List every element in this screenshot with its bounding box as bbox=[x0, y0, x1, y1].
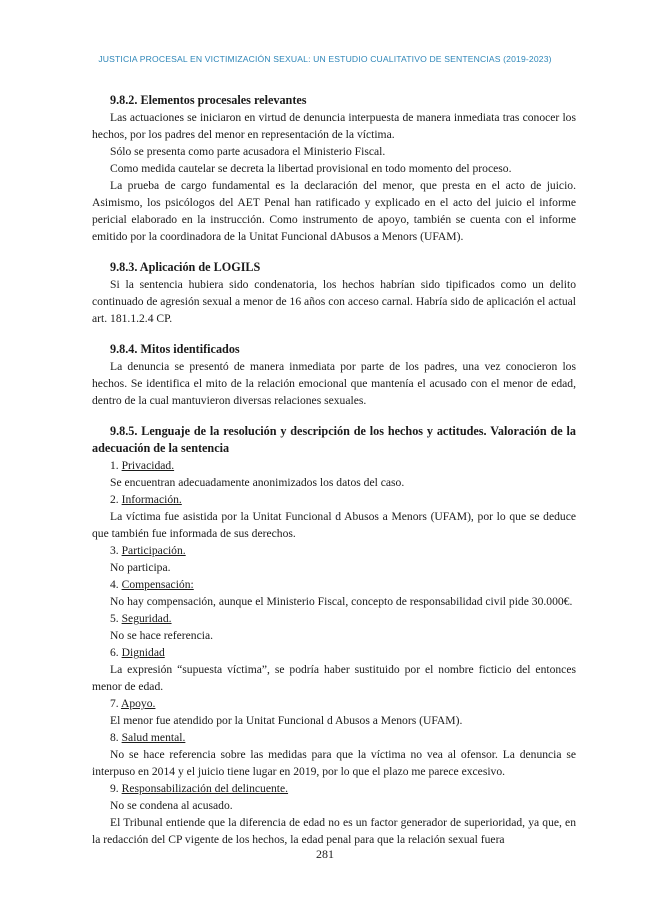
criterion-text: No participa. bbox=[110, 561, 171, 574]
criterion-label: Seguridad. bbox=[121, 612, 172, 625]
criterion-text: Se encuentran adecuadamente anonimizados los datos del caso. bbox=[110, 476, 405, 489]
criterion-title bbox=[92, 729, 576, 746]
criterion-text: La víctima fue asistida por la Unitat Funcional d Abusos a Menors (UFAM), por lo que se deduce que también fue informada de sus derechos. bbox=[92, 510, 576, 540]
criterion-number: 7. bbox=[110, 697, 119, 710]
criterion-label: Salud mental. bbox=[121, 731, 186, 744]
section-heading: 9.8.5. Lenguaje de la resolución y descripción de los hechos y actitudes. Valoración de la adecuación de la sentencia bbox=[92, 424, 576, 455]
running-header: JUSTICIA PROCESAL EN VICTIMIZACIÓN SEXUAL: UN ESTUDIO CUALITATIVO DE SENTENCIAS (2019-2023) bbox=[98, 54, 552, 64]
paragraph: Como medida cautelar se decreta la libertad provisional en todo momento del proceso. bbox=[110, 162, 512, 175]
criterion-number: 2. bbox=[110, 493, 119, 506]
section-9-8-4 bbox=[92, 341, 576, 409]
criterion-title bbox=[92, 780, 576, 797]
section-heading: 9.8.4. Mitos identificados bbox=[110, 342, 240, 356]
criterion-title bbox=[92, 610, 576, 627]
criterion-number: 3. bbox=[110, 544, 119, 557]
criterion-number: 8. bbox=[110, 731, 119, 744]
criterion-number: 9. bbox=[110, 782, 119, 795]
paragraph: La prueba de cargo fundamental es la declaración del menor, que presta en el acto de juicio. Asimismo, los psicólogos del AET Penal han ratificado y explicado en el acto del juicio el informe pericial elaborado en la instrucción. Como instrumento de apoyo, también se cuenta con el informe emitido por la coordinadora de la Unitat Funcional dAbusos a Menors (UFAM). bbox=[92, 179, 576, 243]
section-heading: 9.8.3. Aplicación de LOGILS bbox=[110, 260, 261, 274]
paragraph: Si la sentencia hubiera sido condenatoria, los hechos habrían sido tipificados como un delito continuado de agresión sexual a menor de 16 años con acceso carnal. Habría sido de aplicación el actual art. 181.1.2.4 CP. bbox=[92, 278, 576, 325]
page-number: 281 bbox=[316, 847, 334, 861]
criterion-number: 1. bbox=[110, 459, 119, 472]
criterion-title bbox=[92, 491, 576, 508]
criterion-text: No se condena al acusado. bbox=[110, 799, 233, 812]
criterion-title bbox=[92, 576, 576, 593]
page-body bbox=[92, 92, 576, 862]
criterion-label: Privacidad. bbox=[121, 459, 175, 472]
paragraph: El Tribunal entiende que la diferencia de edad no es un factor generador de superioridad, ya que, en la redacción del CP vigente de los hechos, la edad penal para que la relación sexual fuera bbox=[92, 816, 576, 846]
criterion-text: No se hace referencia sobre las medidas para que la víctima no vea al ofensor. La denuncia se interpuso en 2014 y el juicio tiene lugar en 2019, por lo que el plazo me parece excesivo. bbox=[92, 748, 576, 778]
criterion-text: El menor fue atendido por la Unitat Funcional d Abusos a Menors (UFAM). bbox=[110, 714, 463, 727]
section-9-8-3 bbox=[92, 259, 576, 327]
criterion-title bbox=[92, 695, 576, 712]
criterion-number: 4. bbox=[110, 578, 119, 591]
criterion-title bbox=[92, 644, 576, 661]
section-heading: 9.8.2. Elementos procesales relevantes bbox=[110, 93, 307, 107]
criterion-label: Responsabilización del delincuente. bbox=[121, 782, 289, 795]
criterion-label: Información. bbox=[121, 493, 182, 506]
criterion-text: No hay compensación, aunque el Ministerio Fiscal, concepto de responsabilidad civil pide 30.000€. bbox=[110, 595, 573, 608]
criterion-number: 5. bbox=[110, 612, 119, 625]
criterion-title bbox=[92, 457, 576, 474]
paragraph: La denuncia se presentó de manera inmediata por parte de los padres, una vez conocieron los hechos. Se identifica el mito de la relación emocional que mantenía el acusado con el menor de edad, dentro de la cual mantuvieron diversas relaciones sexuales. bbox=[92, 360, 576, 407]
criterion-label: Dignidad bbox=[121, 646, 165, 659]
criterion-label: Compensación: bbox=[121, 578, 194, 591]
criterion-text: La expresión “supuesta víctima”, se podría haber sustituido por el nombre ficticio del entonces menor de edad. bbox=[92, 663, 576, 693]
paragraph: Sólo se presenta como parte acusadora el Ministerio Fiscal. bbox=[110, 145, 386, 158]
paragraph: Las actuaciones se iniciaron en virtud de denuncia interpuesta de manera inmediata tras conocer los hechos, por los padres del menor en representación de la víctima. bbox=[92, 111, 576, 141]
criterion-number: 6. bbox=[110, 646, 119, 659]
criterion-label: Participación. bbox=[121, 544, 186, 557]
section-9-8-5 bbox=[92, 423, 576, 848]
section-9-8-2 bbox=[92, 92, 576, 245]
criterion-label: Apoyo. bbox=[120, 697, 156, 710]
criterion-text: No se hace referencia. bbox=[110, 629, 213, 642]
criterion-title bbox=[92, 542, 576, 559]
